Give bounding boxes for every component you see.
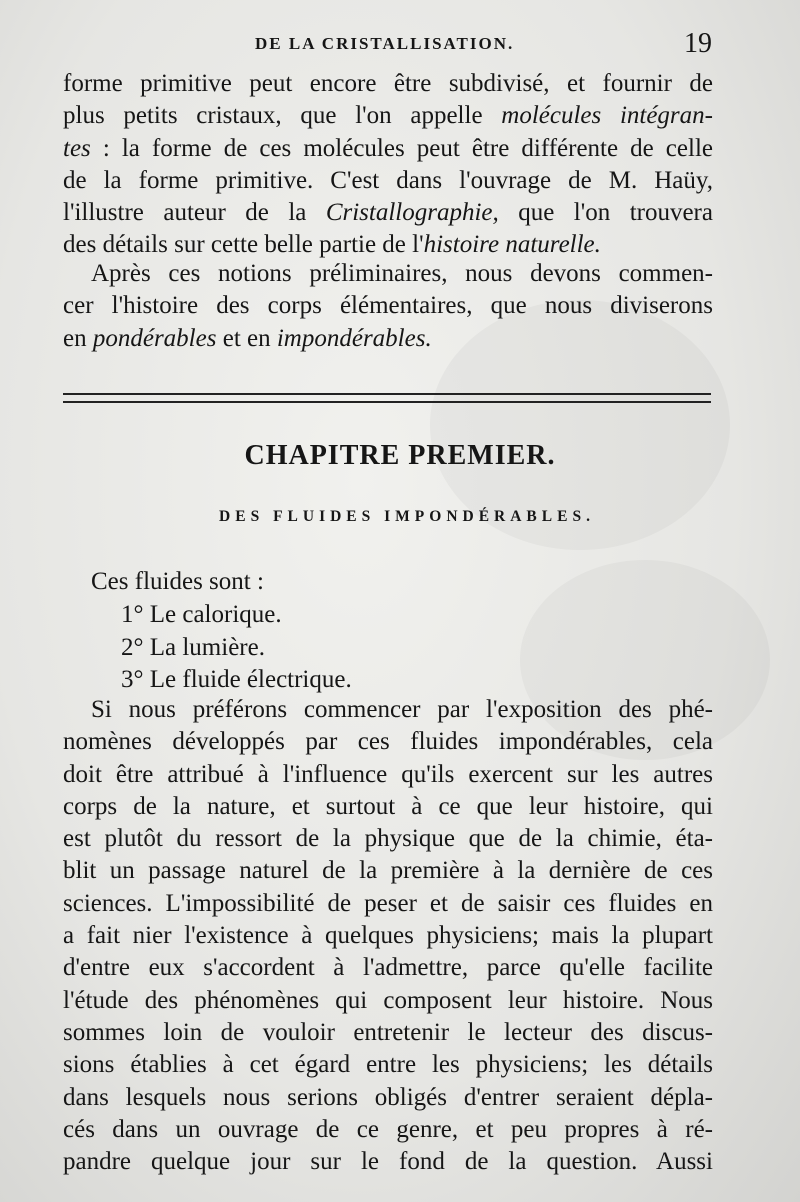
text-line: corps de la nature, et surtout à ce que leur histoire, qui [63,792,713,820]
list-item: 1° Le calorique. [121,600,282,628]
text-line: l'étude des phénomènes qui composent leur histoire. Nous [63,986,713,1014]
text-line: sommes loin de vouloir entretenir le lecteur des discus- [63,1018,713,1046]
text-line: de la forme primitive. C'est dans l'ouvrage de M. Haüy, [63,166,713,194]
list-item: 3° Le fluide électrique. [121,666,352,694]
emphasis-term: histoire naturelle. [423,231,601,259]
text-line: a fait nier l'existence à quelques physiciens; mais la plupart [63,922,713,950]
text-line: des détails sur cette belle partie de l'histoire naturelle. [63,231,601,259]
text-line: plus petits cristaux, que l'on appelle molécules intégran- [63,102,713,130]
paragraph-imponderable-fluids [63,694,713,1178]
text-line: forme primitive peut encore être subdivisé, et fournir de [63,70,713,97]
double-rule-divider [63,393,711,403]
text-line: d'entre eux s'accordent à l'admettre, parce qu'elle facilite [63,954,713,982]
text-line: Si nous préférons commencer par l'exposition des phé- [91,696,713,723]
emphasis-term: impondérables. [276,324,432,352]
text-line: l'illustre auteur de la Cristallographie, que l'on trouvera [63,199,713,227]
running-head [0,28,800,59]
text-line: en pondérables et en impondérables. [63,324,432,352]
text-line: cer l'histoire des corps élémentaires, que nous diviserons [63,292,713,320]
fluids-list [63,566,713,697]
page-number: 19 [684,28,712,59]
text-line: sions établies à cet égard entre les physiciens; les détails [63,1051,713,1079]
paragraph-crystal-molecules [63,68,713,262]
paragraph-preliminary-notions [63,258,713,355]
text-line: cés dans un ouvrage de ce genre, et peu propres à ré- [63,1115,713,1143]
emphasis-term: pondérables [92,324,217,352]
text-line: est plutôt du ressort de la physique que de la chimie, éta- [63,825,713,853]
emphasis-term: tes [63,134,91,162]
emphasis-term: molécules intégran- [501,102,713,130]
text-line: Après ces notions préliminaires, nous devons commen- [91,260,713,287]
text-line: pandre quelque jour sur le fond de la question. Aussi [63,1148,713,1176]
text-line: sciences. L'impossibilité de peser et de saisir ces fluides en [63,889,713,917]
text-line: tes : la forme de ces molécules peut être différente de celle [63,134,713,162]
list-intro: Ces fluides sont : [91,568,264,595]
chapter-title: CHAPITRE PREMIER. [244,440,556,471]
text-line: blit un passage naturel de la première à la dernière de ces [63,857,713,885]
section-title: DES FLUIDES IMPONDÉRABLES. [219,508,595,525]
emphasis-term: Cristallographie, [325,199,499,227]
text-line: nomènes développés par ces fluides impondérables, cela [63,728,713,756]
running-title: DE LA CRISTALLISATION. [255,34,515,53]
text-line: dans lesquels nous serions obligés d'entrer seraient dépla- [63,1083,713,1111]
text-line: doit être attribué à l'influence qu'ils exercent sur les autres [63,760,713,788]
list-item: 2° La lumière. [121,633,265,661]
